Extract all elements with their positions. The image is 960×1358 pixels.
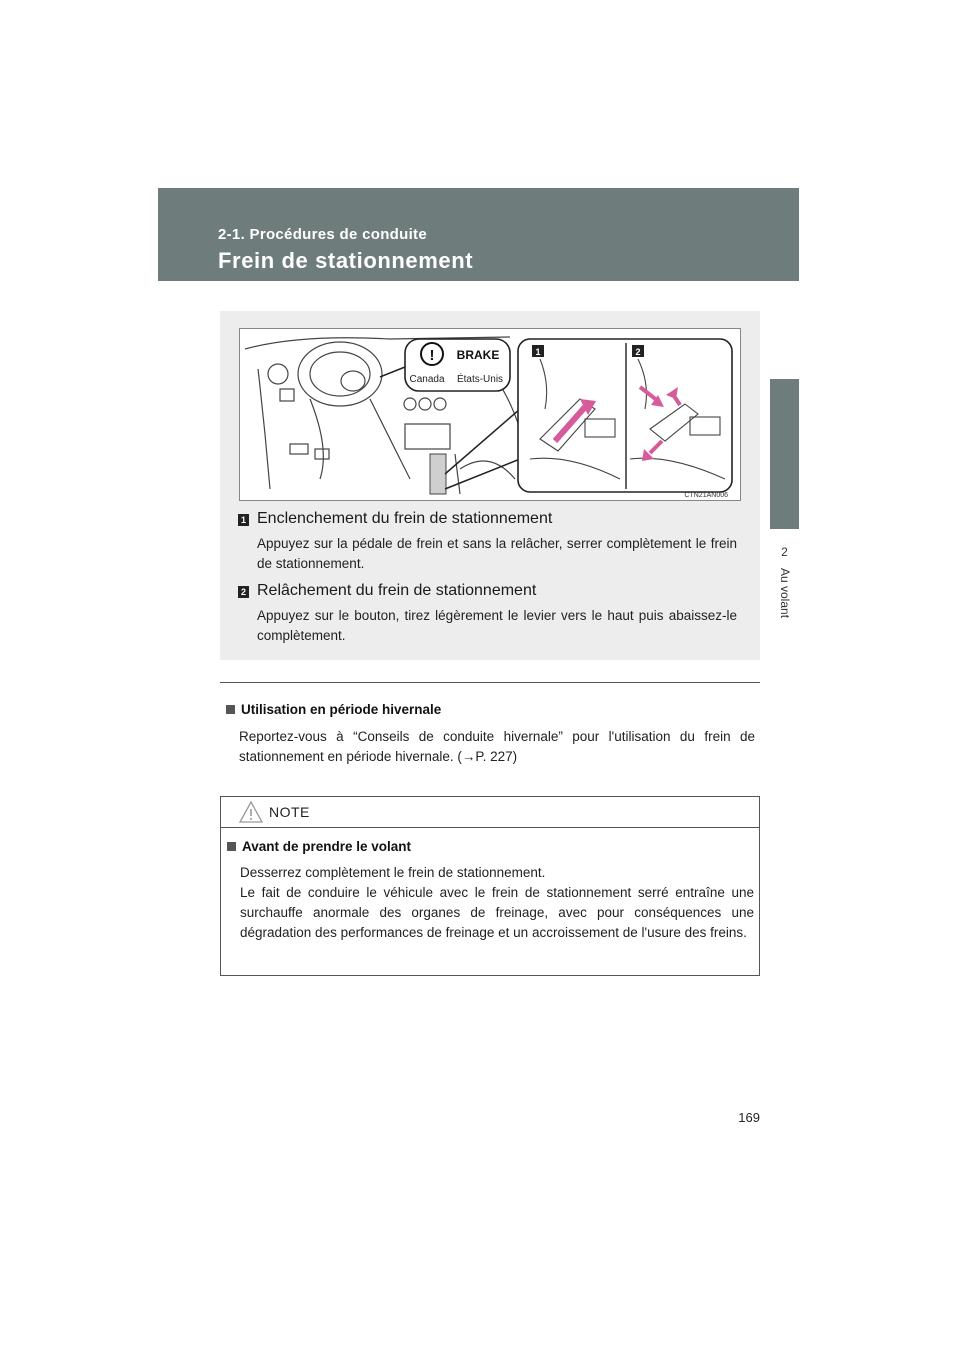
notice-title: Avant de prendre le volant <box>242 839 412 854</box>
caution-triangle-icon <box>238 800 264 824</box>
step-2-badge: 2 <box>238 586 249 598</box>
notice-header <box>221 797 759 828</box>
panel-1-badge: 1 <box>535 347 541 357</box>
chapter-number: 2 <box>781 545 788 559</box>
chapter-title: Au volant <box>778 568 792 619</box>
step-2-title: Relâchement du frein de stationnement <box>257 582 537 599</box>
illustration-code: CTN21AN006 <box>684 492 728 499</box>
notice-heading <box>227 839 411 854</box>
panel-2-badge: 2 <box>635 347 641 357</box>
notice-box <box>220 796 760 976</box>
page-header <box>158 188 799 281</box>
notice-text <box>240 863 754 943</box>
region-usa: États-Unis <box>456 374 504 385</box>
winter-use-text: Reportez-vous à “Conseils de conduite hivernale” pour l'utilisation du frein de stationnement en période hivernale. (→P. 227) <box>239 729 755 764</box>
illustration-drawing <box>240 329 740 500</box>
region-canada: Canada <box>409 374 445 385</box>
notice-line-2: Le fait de conduire le véhicule avec le frein de stationnement serré entraîne une surchauffe anormale des organes de freinage, avec pour conséquences une dégradation des performances de freinage et un accroissement de l'usure des freins. <box>240 885 754 940</box>
square-bullet-icon <box>226 705 235 714</box>
parking-brake-illustration <box>239 328 741 501</box>
section-label: 2-1. Procédures de conduite <box>218 226 427 243</box>
brake-label: BRAKE <box>456 348 500 362</box>
winter-use-heading <box>226 702 441 717</box>
step-1-badge: 1 <box>238 514 249 526</box>
square-bullet-icon <box>227 842 236 851</box>
notice-line-1: Desserrez complètement le frein de stationnement. <box>240 865 546 880</box>
chapter-side-tab <box>770 379 799 529</box>
step-1-title: Enclenchement du frein de stationnement <box>257 510 553 527</box>
step-1-description: Appuyez sur la pédale de frein et sans la relâcher, serrer complètement le frein de stationnement. <box>257 536 737 571</box>
winter-use-title: Utilisation en période hivernale <box>241 702 442 717</box>
page-title: Frein de stationnement <box>218 248 474 273</box>
step-2-description: Appuyez sur le bouton, tirez légèrement le levier vers le haut puis abaissez-le complètement. <box>257 608 737 643</box>
warning-symbol-icon: ! <box>429 347 435 364</box>
page-number: 169 <box>738 1110 760 1125</box>
notice-label: NOTE <box>269 804 310 820</box>
section-divider <box>220 682 760 683</box>
instructions-panel <box>220 311 760 660</box>
